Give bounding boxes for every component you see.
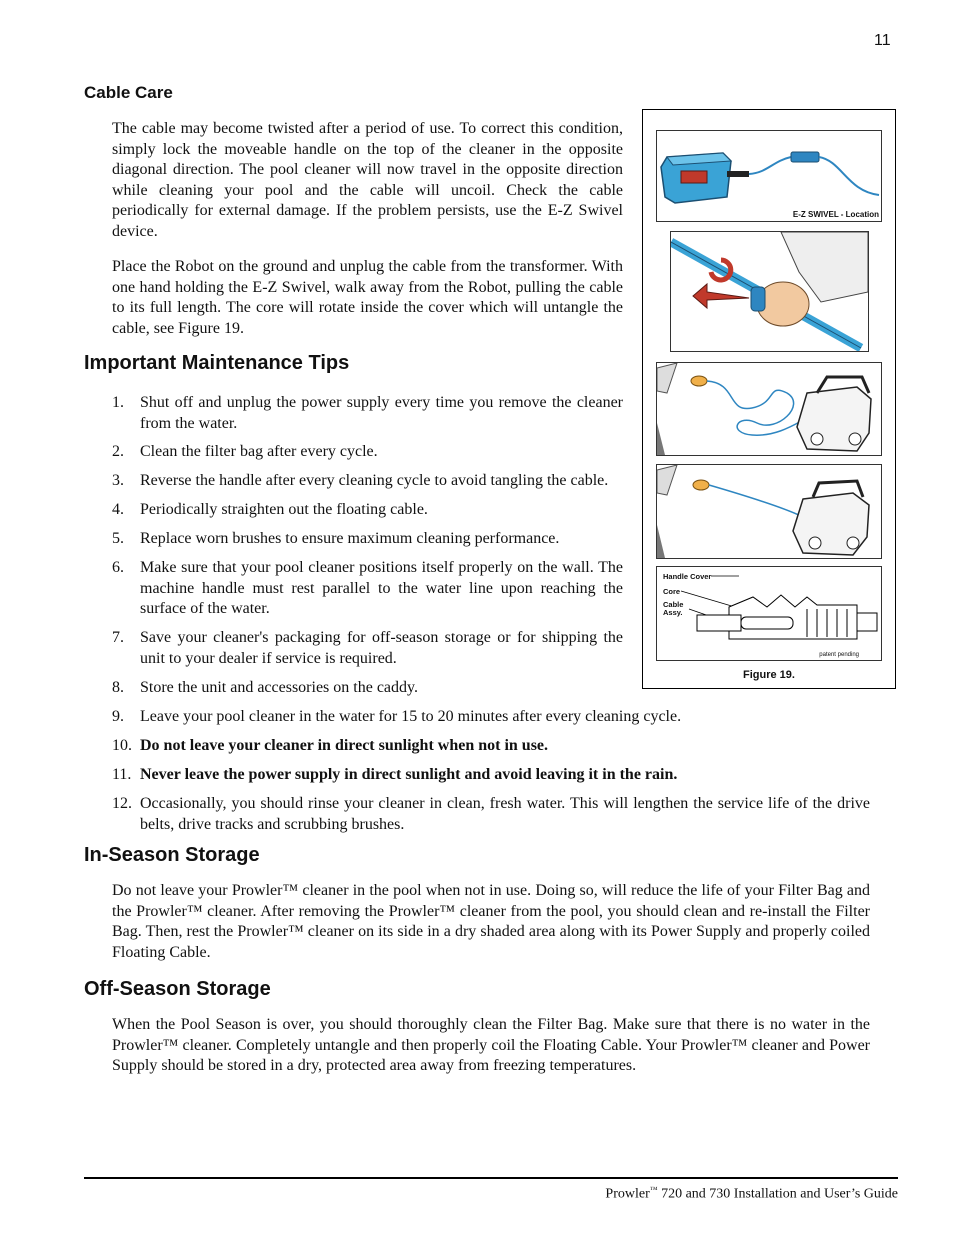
figure-19: [642, 109, 896, 689]
cable-care-paragraph-1: The cable may become twisted after a period of use. To correct this condition, simply lock the moveable handle on the top of the cleaner in the opposite diagonal direction. The pool cleaner will now travel in the opposite direction while cleaning your pool and the cable will uncoil. Check the cable periodically for external damage. If the problem persists, use the E-Z Swivel device.: [112, 120, 623, 240]
list-item: 4. Periodically straighten out the floating cable.: [112, 501, 428, 518]
list-item: 6. Make sure that your pool cleaner positions itself properly on the wall. The machine handle must rest parallel to the water line upon reaching the surface of the water.: [112, 559, 623, 618]
list-item: 3. Reverse the handle after every cleaning cycle to avoid tangling the cable.: [112, 472, 609, 489]
list-item: 12. Occasionally, you should rinse your cleaner in clean, fresh water. This will lengthen the service life of the drive belts, drive tracks and scrubbing brushes.: [112, 795, 870, 833]
list-item: 2. Clean the filter bag after every cycle.: [112, 443, 378, 460]
figure-panel-swivel-cutaway: [656, 566, 882, 661]
list-item: 1. Shut off and unplug the power supply every time you remove the cleaner from the water.: [112, 394, 623, 432]
figure-panel-straight-cable: [656, 464, 882, 559]
list-item: 11. Never leave the power supply in direct sunlight and avoid leaving it in the rain.: [112, 766, 678, 783]
tangled-cable-illustration: [657, 363, 881, 455]
figure-panel-tangled-cable: [656, 362, 882, 456]
off-season-heading: Off-Season Storage: [84, 978, 271, 1000]
list-item: 7. Save your cleaner's packaging for off-season storage or for shipping the unit to your dealer if service is required.: [112, 629, 623, 667]
cable-care-paragraph-2: Place the Robot on the ground and unplug the cable from the transformer. With one hand holding the E-Z Swivel, walk away from the Robot, pulling the cable to its full length. The core will rotate inside the cover which will untangle the cable, see Figure 19.: [112, 258, 623, 337]
list-item: 9. Leave your pool cleaner in the water for 15 to 20 minutes after every cleaning cycle.: [112, 708, 682, 725]
off-season-paragraph: When the Pool Season is over, you should thoroughly clean the Filter Bag. Make sure that there is no water in the Prowler™ cleaner. Completely untangle and then properly coil the Floating Cable. Your Prowler™ cleaner and Power Supply should be stored in a dry, protected area away from freezing temperatures.: [112, 1016, 870, 1075]
footer-rule: [84, 1177, 898, 1179]
list-item: 5. Replace worn brushes to ensure maximum cleaning performance.: [112, 530, 560, 547]
figure-caption: Figure 19.: [743, 669, 795, 681]
figure-panel-hand-swivel: [670, 231, 869, 352]
in-season-heading: In-Season Storage: [84, 844, 260, 866]
cable-care-heading: Cable Care: [84, 83, 173, 102]
patent-pending-label: patent pending: [819, 652, 859, 658]
list-item: 8. Store the unit and accessories on the caddy.: [112, 679, 418, 696]
list-item: 10. Do not leave your cleaner in direct sunlight when not in use.: [112, 737, 549, 754]
core-label: Core: [663, 587, 681, 596]
figure-panel-swivel-location: [656, 130, 882, 222]
cable-assy-label: Cable Assy.: [663, 600, 684, 617]
maintenance-heading: Important Maintenance Tips: [84, 352, 350, 374]
straight-cable-illustration: [657, 465, 881, 558]
page-number: 11: [874, 32, 891, 49]
footer-title: Prowler™ 720 and 730 Installation and User’s Guide: [605, 1185, 898, 1202]
hand-swivel-illustration: [671, 232, 868, 351]
power-supply-illustration: [657, 131, 881, 221]
in-season-paragraph: Do not leave your Prowler™ cleaner in the pool when not in use. Doing so, will reduce the life of your Filter Bag and the Prowler™ cleaner. After removing the Prowler™ cleaner from the pool, you should clean and re-install the Filter Bag. Then, rest the Prowler™ cleaner on its side in a dry shaded area along with its Power Supply and properly coiled Floating Cable.: [112, 882, 870, 961]
handle-cover-label: Handle Cover: [663, 572, 712, 581]
swivel-location-label: E-Z SWIVEL - Location: [792, 210, 879, 219]
